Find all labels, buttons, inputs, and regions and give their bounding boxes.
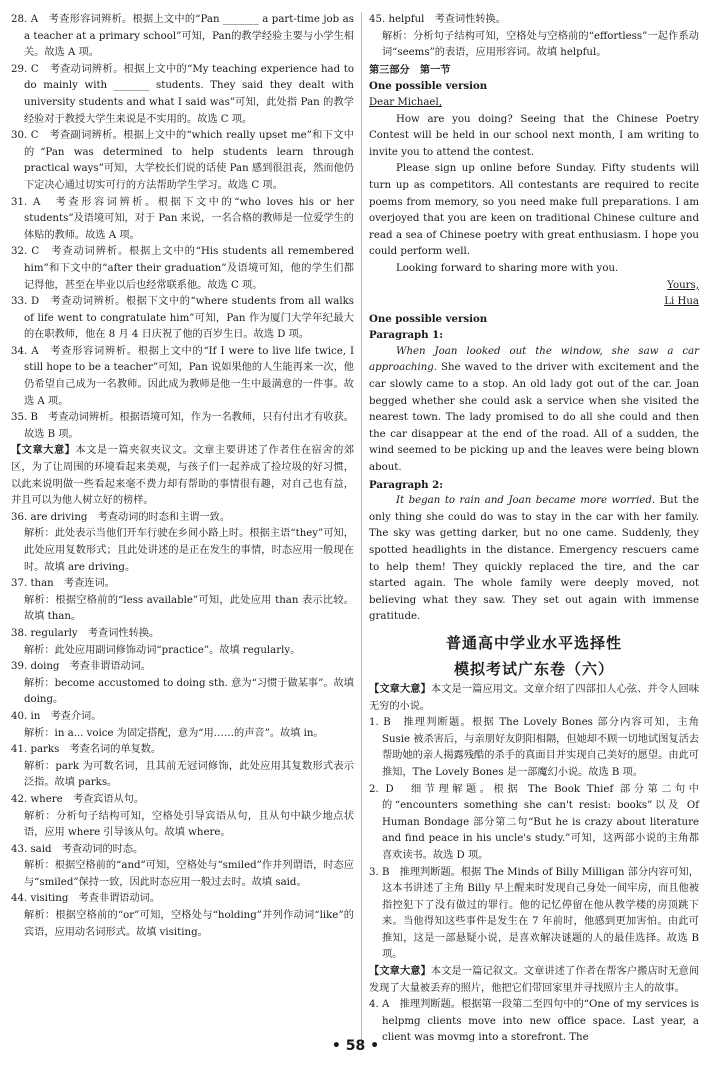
paragraph-2-lead: It began to rain and Joan became more worried. bbox=[396, 495, 656, 507]
answer-list-bottom bbox=[369, 682, 699, 1047]
answer-item: 41. parks 考查名词的单复数。 bbox=[11, 744, 162, 756]
paragraph-2-text: But the only thing she could do was to stay in the car with her family. The sky was getting darker, but no one came. Suddenly, they spotted headlights in the distance. Emergency rescuers came to help them! They quickly replaced the tire, and the car started again. The whole family were deeply moved, not believing what they saw. They set out again with immense gratitude. bbox=[369, 495, 699, 623]
answer-explanation: 解析：根据空格前的“or”可知，空格处与“holding”并列作动词“like”的宾语，应用动名词形式。故填 visiting。 bbox=[24, 910, 354, 938]
column-divider bbox=[361, 12, 362, 1042]
exam-title-line-2: 模拟考试广东卷（六） bbox=[453, 659, 614, 678]
answer-item: 29. C 考查动词辨析。根据上文中的“My teaching experience had to do mainly with _______ students. They said they dealt with university students and what I said was”可知，此处指 Pan 的教学经验对于教授大学生来说是不实用的。故选 C 项。 bbox=[11, 63, 354, 125]
answer-item: 34. A 考查形容词辨析。根据上文中的“If I were to live life twice, I still hope to be a teacher”可知，Pan 说如果他的人生能再来一次，他仍希望自己成为一名教师。因此成为教师是他一生中最满意的一件事。故选 A 项。 bbox=[11, 345, 354, 407]
answer-item: 32. C 考查动词辨析。根据上文中的“His students all remembered him”和下文中的“after their graduation”及语境可知，他的学生们都记得他，甚至在毕业以后也经常联系他。故选 C 项。 bbox=[11, 246, 354, 291]
letter-paragraph: How are you doing? Seeing that the Chinese Poetry Contest will be held in our school next month, I am writing to invite you to attend the contest. bbox=[369, 113, 699, 158]
summary-tag: 【文章大意】 bbox=[369, 966, 431, 978]
page-number: • 58 • bbox=[331, 1038, 380, 1054]
article-summary bbox=[11, 443, 354, 509]
answer-item: 28. A 考查形容词辨析。根据上文中的“Pan _______ a part-time job as a teacher at a primary school”可知，Pan的教学经验主要与小学生相关。故选 A 项。 bbox=[11, 14, 354, 59]
summary-text: 本文是一篇夹叙夹议文。文章主要讲述了作者住在宿舍的郊区，为了让周围的环境看起来美观，与孩子们一起养成了捡垃圾的好习惯，以此来说明做一些看起来毫不费力却有帮助的事情很有趣，对自己也有益，并且可以为他人树立好的榜样。 bbox=[11, 445, 355, 507]
answer-item: 36. are driving 考查动词的时态和主谓一致。 bbox=[11, 511, 231, 523]
answer-explanation: 解析：根据空格前的“and”可知，空格处与“smiled”作并列谓语，时态应与“smiled”保持一致，因此时态应用一般过去时。故填 said。 bbox=[24, 860, 354, 888]
answer-item: 44. visiting 考查非谓语动词。 bbox=[11, 893, 161, 905]
story-sample bbox=[369, 311, 699, 626]
answer-item: 45. helpful 考查词性转换。 bbox=[369, 14, 506, 25]
answer-item: 33. D 考查动词辨析。根据下文中的“where students from all walks of life went to congratulate him”可知，Pan 作为厦门大学年纪最大的在职教师，他在 8 月 4 日庆祝了他的百岁生日。故选 D 项。 bbox=[11, 296, 354, 341]
answer-item: 37. than 考查连词。 bbox=[11, 578, 115, 590]
answer-item: 43. said 考查动词的时态。 bbox=[11, 843, 144, 855]
answer-item: 30. C 考查副词辨析。根据上文中的“which really upset me”和下文中的“Pan was determined to help students learn through practical ways”可知，大学校长们说的话使 Pan 感到很沮丧，然而他仍下定决心通过切实可行的方法帮助学生学习。故选 C 项。 bbox=[11, 130, 354, 191]
letter-signature: Li Hua bbox=[664, 296, 699, 308]
letter-body bbox=[369, 112, 699, 278]
summary-tag: 【文章大意】 bbox=[369, 683, 431, 695]
answer-item: 2. D 细节理解题。根据 The Book Thief 部分第二句中的“encounters something she can't resist: books”以及 Of Human Bondage 部分第二句“But he is crazy about literature and find peace in his uncle's study.”可知，这两部小说的主角都喜欢读书。故选 D 项。 bbox=[369, 783, 699, 861]
letter-greeting: Dear Michael, bbox=[369, 96, 442, 108]
answer-item: 42. where 考查宾语从句。 bbox=[11, 793, 145, 805]
article-summary bbox=[369, 682, 699, 715]
answer-item: 40. in 考查介词。 bbox=[11, 710, 102, 722]
story-version-heading: One possible version bbox=[369, 312, 488, 325]
answer-explanation: 解析：park 为可数名词，且其前无冠词修饰，此处应用其复数形式表示泛指。故填 parks。 bbox=[24, 760, 354, 789]
summary-text: 本文是一篇记叙文。文章讲述了作者在帮客户搬店时无意间发现了大量被丢弃的照片，他把它们带回家里并寻找照片主人的故事。 bbox=[369, 966, 700, 994]
answer-item: 4. A 推理判断题。根据第一段第二至四句中的“One of my services is helpmg clients move into new office space. Last year, a client was movmg into a storefront. The bbox=[369, 999, 699, 1044]
answer-item: 3. B 推理判断题。根据 The Minds of Billy Milligan 部分内容可知，这本书讲述了主角 Billy 早上醒来时发现自己身处一间牢房，而且他被指控犯下了没有做过的罪行。他的记忆停留在他从教学楼的房顶跳下来。当他得知这些事件是发生在 7 年前时，他感到更加害怕。由此可推知，这是一部悬疑小说，是喜欢解决谜题的人的最佳选择。故选 B 项。 bbox=[369, 866, 699, 961]
answer-item: 39. doing 考查非谓语动词。 bbox=[11, 661, 152, 673]
letter-version-heading: One possible version bbox=[369, 80, 488, 93]
answer-explanation: 解析：分析句子结构可知，空格处引导宾语从句，且从句中缺少地点状语，应用 where 引导该从句。故填 where。 bbox=[24, 810, 354, 839]
answer-list-top bbox=[369, 12, 699, 62]
left-column bbox=[11, 12, 354, 941]
letter-closing: Yours, bbox=[667, 279, 699, 291]
article-summary bbox=[369, 964, 699, 997]
paragraph-1-text: She waved to the driver with excitement and the car slowly came to a stop. An old lady got out of the car. Joan begged whether she could ask a service when she visited the nearest town. The lady promised to do all she could and then the car disappear at the end of the road. All of a sudden, the wind seemed to be picking up and the leaves were being blown about. bbox=[369, 362, 699, 474]
paragraph-2 bbox=[369, 493, 699, 626]
letter-signature-block bbox=[369, 278, 699, 311]
summary-text: 本文是一篇应用文。文章介绍了四部扣人心弦、并令人回味无穷的小说。 bbox=[369, 683, 700, 712]
paragraph-1-lead: When Joan looked out the window, she saw a car approaching. bbox=[369, 345, 699, 374]
letter-sample bbox=[369, 78, 699, 310]
answer-explanation: 解析：此处表示当他们开车行驶在乡间小路上时。根据主语“they”可知，此处应用复数形式；且此处讲述的是正在发生的事情，时态应用一般现在时。故填 are driving。 bbox=[24, 528, 354, 573]
summary-tag: 【文章大意】 bbox=[11, 445, 76, 457]
right-column bbox=[369, 12, 699, 1047]
answer-explanation: 解析：此处应用副词修饰动词“practice”。故填 regularly。 bbox=[24, 644, 301, 656]
answer-item: 38. regularly 考查词性转换。 bbox=[11, 627, 160, 639]
answer-item: 31. A 考查形容词辨析。根据下文中的“who loves his or her students”及语境可知，对于 Pan 来说，一名合格的教师是一位爱学生的体贴的教师。故选 A 项。 bbox=[11, 196, 354, 241]
answer-explanation: 解析：根据空格前的“less available”可知，此处应用 than 表示比较。故填 than。 bbox=[24, 594, 354, 623]
answer-explanation: 解析：分析句子结构可知，空格处与空格前的“effortless”一起作系动词“seems”的表语，应用形容词。故填 helpful。 bbox=[382, 30, 699, 59]
paragraph-1-label: Paragraph 1: bbox=[369, 329, 443, 342]
letter-paragraph: Please sign up online before Sunday. Fifty students will turn up as competitors. All contestants are required to recite poems from memory, so you need make full preparations. I am overjoyed that you are keen on traditional Chinese culture and read a sea of Chinese poetry with great enthusiasm. I hope you could perform well. bbox=[369, 163, 699, 258]
answer-item: 1. B 推理判断题。根据 The Lovely Bones 部分内容可知，主角 Susie 被杀害后，与亲朋好友阴阳相隔，但她却不顾一切地试图复活去帮助她的亲人揭露残酷的杀手的真面目并实现自己美好的愿望。由此可推知，The Lovely Bones 是一部魔幻小说。故选 B 项。 bbox=[369, 717, 699, 778]
paragraph-1 bbox=[369, 344, 699, 477]
answer-item: 35. B 考查动词辨析。根据语境可知，作为一名教师，只有付出才有收获。故选 B 项。 bbox=[11, 412, 354, 440]
section-heading: 第三部分 第一节 bbox=[369, 63, 451, 76]
letter-paragraph: Looking forward to sharing more with you. bbox=[396, 262, 619, 274]
paragraph-2-label: Paragraph 2: bbox=[369, 478, 443, 491]
answer-explanation: 解析：in a... voice 为固定搭配，意为“用……的声音”。故填 in。 bbox=[24, 727, 324, 739]
exam-title-line-1: 普通高中学业水平选择性 bbox=[445, 633, 622, 652]
answer-explanation: 解析：become accustomed to doing sth. 意为“习惯于做某事”。故填 doing。 bbox=[24, 677, 354, 706]
